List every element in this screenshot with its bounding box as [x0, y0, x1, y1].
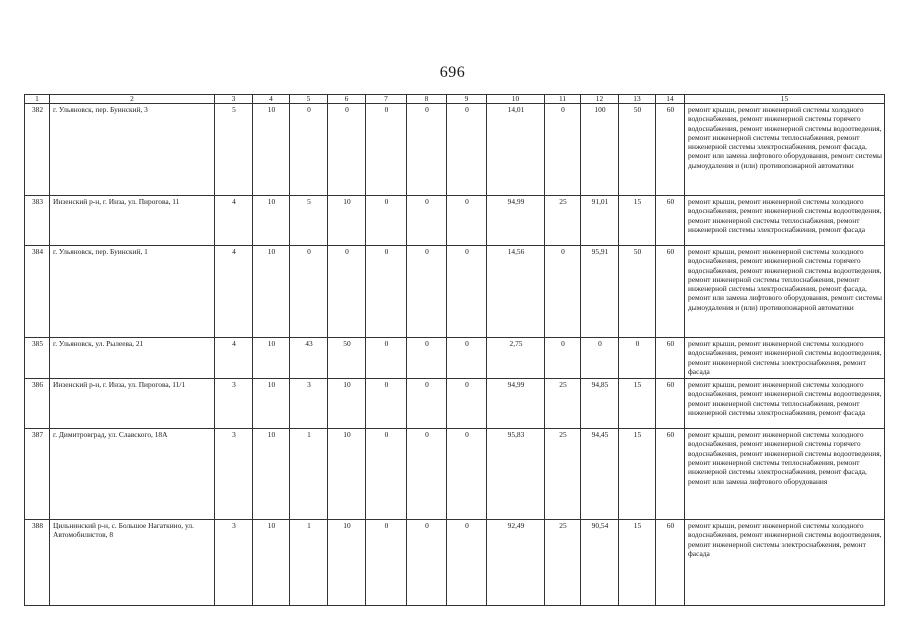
column-header: 3 — [215, 95, 253, 104]
table-cell: 4 — [215, 246, 253, 338]
table-cell: 0 — [366, 379, 407, 429]
table-cell: 0 — [545, 104, 581, 196]
table-header-row — [25, 95, 885, 104]
table-cell: 10 — [328, 196, 366, 246]
table-cell: 1 — [290, 520, 328, 606]
table-row — [25, 246, 885, 338]
table-cell: 95,91 — [581, 246, 619, 338]
table-cell: 0 — [366, 338, 407, 379]
table-row — [25, 520, 885, 606]
table-cell: 25 — [545, 429, 581, 520]
table-cell: 0 — [366, 246, 407, 338]
table-cell: 0 — [545, 246, 581, 338]
table-cell: 10 — [253, 196, 290, 246]
table-cell: 0 — [328, 104, 366, 196]
table-cell: 10 — [328, 520, 366, 606]
table-cell: 60 — [656, 520, 685, 606]
table-row — [25, 338, 885, 379]
column-header: 9 — [447, 95, 487, 104]
table-cell: 0 — [290, 246, 328, 338]
row-number: 383 — [25, 196, 50, 246]
table-cell: 4 — [215, 196, 253, 246]
table-cell: 10 — [328, 379, 366, 429]
works-list-cell: ремонт крыши, ремонт инженерной системы холодного водоснабжения, ремонт инженерной системы водоотведения, ремонт инженерной системы электроснабжения, ремонт фасада — [685, 520, 885, 606]
column-header: 6 — [328, 95, 366, 104]
table-cell: 60 — [656, 338, 685, 379]
table-cell: 0 — [366, 429, 407, 520]
table-cell: 0 — [581, 338, 619, 379]
table-cell: 5 — [290, 196, 328, 246]
table-cell: 60 — [656, 429, 685, 520]
table-cell: 10 — [253, 379, 290, 429]
table-cell: 1 — [290, 429, 328, 520]
row-number: 386 — [25, 379, 50, 429]
table-cell: 0 — [545, 338, 581, 379]
table-cell: 0 — [447, 379, 487, 429]
table-cell: 0 — [447, 246, 487, 338]
table-cell: 0 — [366, 520, 407, 606]
table-cell: 10 — [253, 338, 290, 379]
column-header: 2 — [50, 95, 215, 104]
column-header: 1 — [25, 95, 50, 104]
table-cell: 0 — [407, 338, 447, 379]
capital-repair-table — [24, 94, 885, 606]
address-cell: Инзенский р-н, г. Инза, ул. Пирогова, 11/1 — [50, 379, 215, 429]
works-list-cell: ремонт крыши, ремонт инженерной системы холодного водоснабжения, ремонт инженерной системы водоотведения, ремонт инженерной системы электроснабжения, ремонт фасада — [685, 338, 885, 379]
table-cell: 60 — [656, 246, 685, 338]
works-list-cell: ремонт крыши, ремонт инженерной системы холодного водоснабжения, ремонт инженерной системы горячего водоснабжения, ремонт инженерной системы водоотведения, ремонт инженерной системы теплоснабжения, ремонт инженерной системы электроснабжения, ремонт фасада, ремонт или замена лифтового оборудования, ремонт системы дымоудаления и (или) противопожарной автоматики — [685, 104, 885, 196]
table-cell: 50 — [619, 104, 656, 196]
table-cell: 0 — [447, 429, 487, 520]
column-header: 14 — [656, 95, 685, 104]
table-cell: 10 — [253, 520, 290, 606]
column-header: 11 — [545, 95, 581, 104]
table-cell: 14,01 — [487, 104, 545, 196]
row-number: 384 — [25, 246, 50, 338]
table-cell: 15 — [619, 379, 656, 429]
table-cell: 10 — [253, 429, 290, 520]
column-header: 12 — [581, 95, 619, 104]
table-row — [25, 196, 885, 246]
table-cell: 0 — [447, 520, 487, 606]
table-cell: 43 — [290, 338, 328, 379]
column-header: 15 — [685, 95, 885, 104]
table-cell: 0 — [328, 246, 366, 338]
table-cell: 94,99 — [487, 196, 545, 246]
table-cell: 0 — [407, 246, 447, 338]
column-header: 5 — [290, 95, 328, 104]
column-header: 4 — [253, 95, 290, 104]
table-row — [25, 379, 885, 429]
table-cell: 3 — [215, 520, 253, 606]
table-cell: 25 — [545, 196, 581, 246]
table-cell: 60 — [656, 104, 685, 196]
table-cell: 94,99 — [487, 379, 545, 429]
address-cell: г. Ульяновск, ул. Рылеева, 21 — [50, 338, 215, 379]
table-cell: 0 — [366, 196, 407, 246]
address-cell: Цильнинский р-н, с. Большое Нагаткино, ул. Автомобилистов, 8 — [50, 520, 215, 606]
address-cell: г. Ульяновск, пер. Буинский, 3 — [50, 104, 215, 196]
table-cell: 0 — [407, 520, 447, 606]
table-cell: 3 — [290, 379, 328, 429]
table-row — [25, 429, 885, 520]
table-cell: 10 — [253, 246, 290, 338]
table-cell: 0 — [447, 104, 487, 196]
address-cell: г. Димитровград, ул. Славского, 18А — [50, 429, 215, 520]
table-cell: 0 — [619, 338, 656, 379]
column-header: 8 — [407, 95, 447, 104]
table-cell: 95,83 — [487, 429, 545, 520]
table-cell: 3 — [215, 379, 253, 429]
table-cell: 92,49 — [487, 520, 545, 606]
address-cell: г. Ульяновск, пер. Буинский, 1 — [50, 246, 215, 338]
table-cell: 0 — [407, 196, 447, 246]
table-cell: 100 — [581, 104, 619, 196]
table-cell: 14,56 — [487, 246, 545, 338]
table-cell: 91,01 — [581, 196, 619, 246]
table-cell: 0 — [407, 379, 447, 429]
works-list-cell: ремонт крыши, ремонт инженерной системы холодного водоснабжения, ремонт инженерной системы водоотведения, ремонт инженерной системы теплоснабжения, ремонт инженерной системы электроснабжения, ремонт фасада — [685, 196, 885, 246]
works-list-cell: ремонт крыши, ремонт инженерной системы холодного водоснабжения, ремонт инженерной системы горячего водоснабжения, ремонт инженерной системы водоотведения, ремонт инженерной системы теплоснабжения, ремонт инженерной системы электроснабжения, ремонт фасада, ремонт или замена лифтового оборудования — [685, 429, 885, 520]
table-row — [25, 104, 885, 196]
works-list-cell: ремонт крыши, ремонт инженерной системы холодного водоснабжения, ремонт инженерной системы горячего водоснабжения, ремонт инженерной системы водоотведения, ремонт инженерной системы теплоснабжения, ремонт инженерной системы электроснабжения, ремонт фасада, ремонт или замена лифтового оборудования, ремонт системы дымоудаления и (или) противопожарной автоматики — [685, 246, 885, 338]
address-cell: Инзенский р-н, г. Инза, ул. Пирогова, 11 — [50, 196, 215, 246]
row-number: 382 — [25, 104, 50, 196]
table-cell: 25 — [545, 520, 581, 606]
table-cell: 10 — [253, 104, 290, 196]
table-cell: 15 — [619, 196, 656, 246]
table-cell: 10 — [328, 429, 366, 520]
table-cell: 4 — [215, 338, 253, 379]
column-header: 7 — [366, 95, 407, 104]
page-number: 696 — [439, 64, 466, 81]
works-list-cell: ремонт крыши, ремонт инженерной системы холодного водоснабжения, ремонт инженерной системы водоотведения, ремонт инженерной системы теплоснабжения, ремонт инженерной системы электроснабжения, ремонт фасада — [685, 379, 885, 429]
table-cell: 50 — [619, 246, 656, 338]
table-cell: 90,54 — [581, 520, 619, 606]
table-cell: 0 — [366, 104, 407, 196]
table-cell: 94,45 — [581, 429, 619, 520]
row-number: 388 — [25, 520, 50, 606]
column-header: 13 — [619, 95, 656, 104]
table-cell: 5 — [215, 104, 253, 196]
table-cell: 0 — [407, 429, 447, 520]
table-cell: 94,85 — [581, 379, 619, 429]
row-number: 385 — [25, 338, 50, 379]
table-cell: 0 — [447, 338, 487, 379]
table-cell: 15 — [619, 429, 656, 520]
table-cell: 0 — [407, 104, 447, 196]
table-cell: 60 — [656, 379, 685, 429]
table-cell: 0 — [290, 104, 328, 196]
table-cell: 2,75 — [487, 338, 545, 379]
table-cell: 25 — [545, 379, 581, 429]
table-cell: 50 — [328, 338, 366, 379]
table-cell: 15 — [619, 520, 656, 606]
column-header: 10 — [487, 95, 545, 104]
table-cell: 3 — [215, 429, 253, 520]
row-number: 387 — [25, 429, 50, 520]
table-cell: 60 — [656, 196, 685, 246]
table-cell: 0 — [447, 196, 487, 246]
